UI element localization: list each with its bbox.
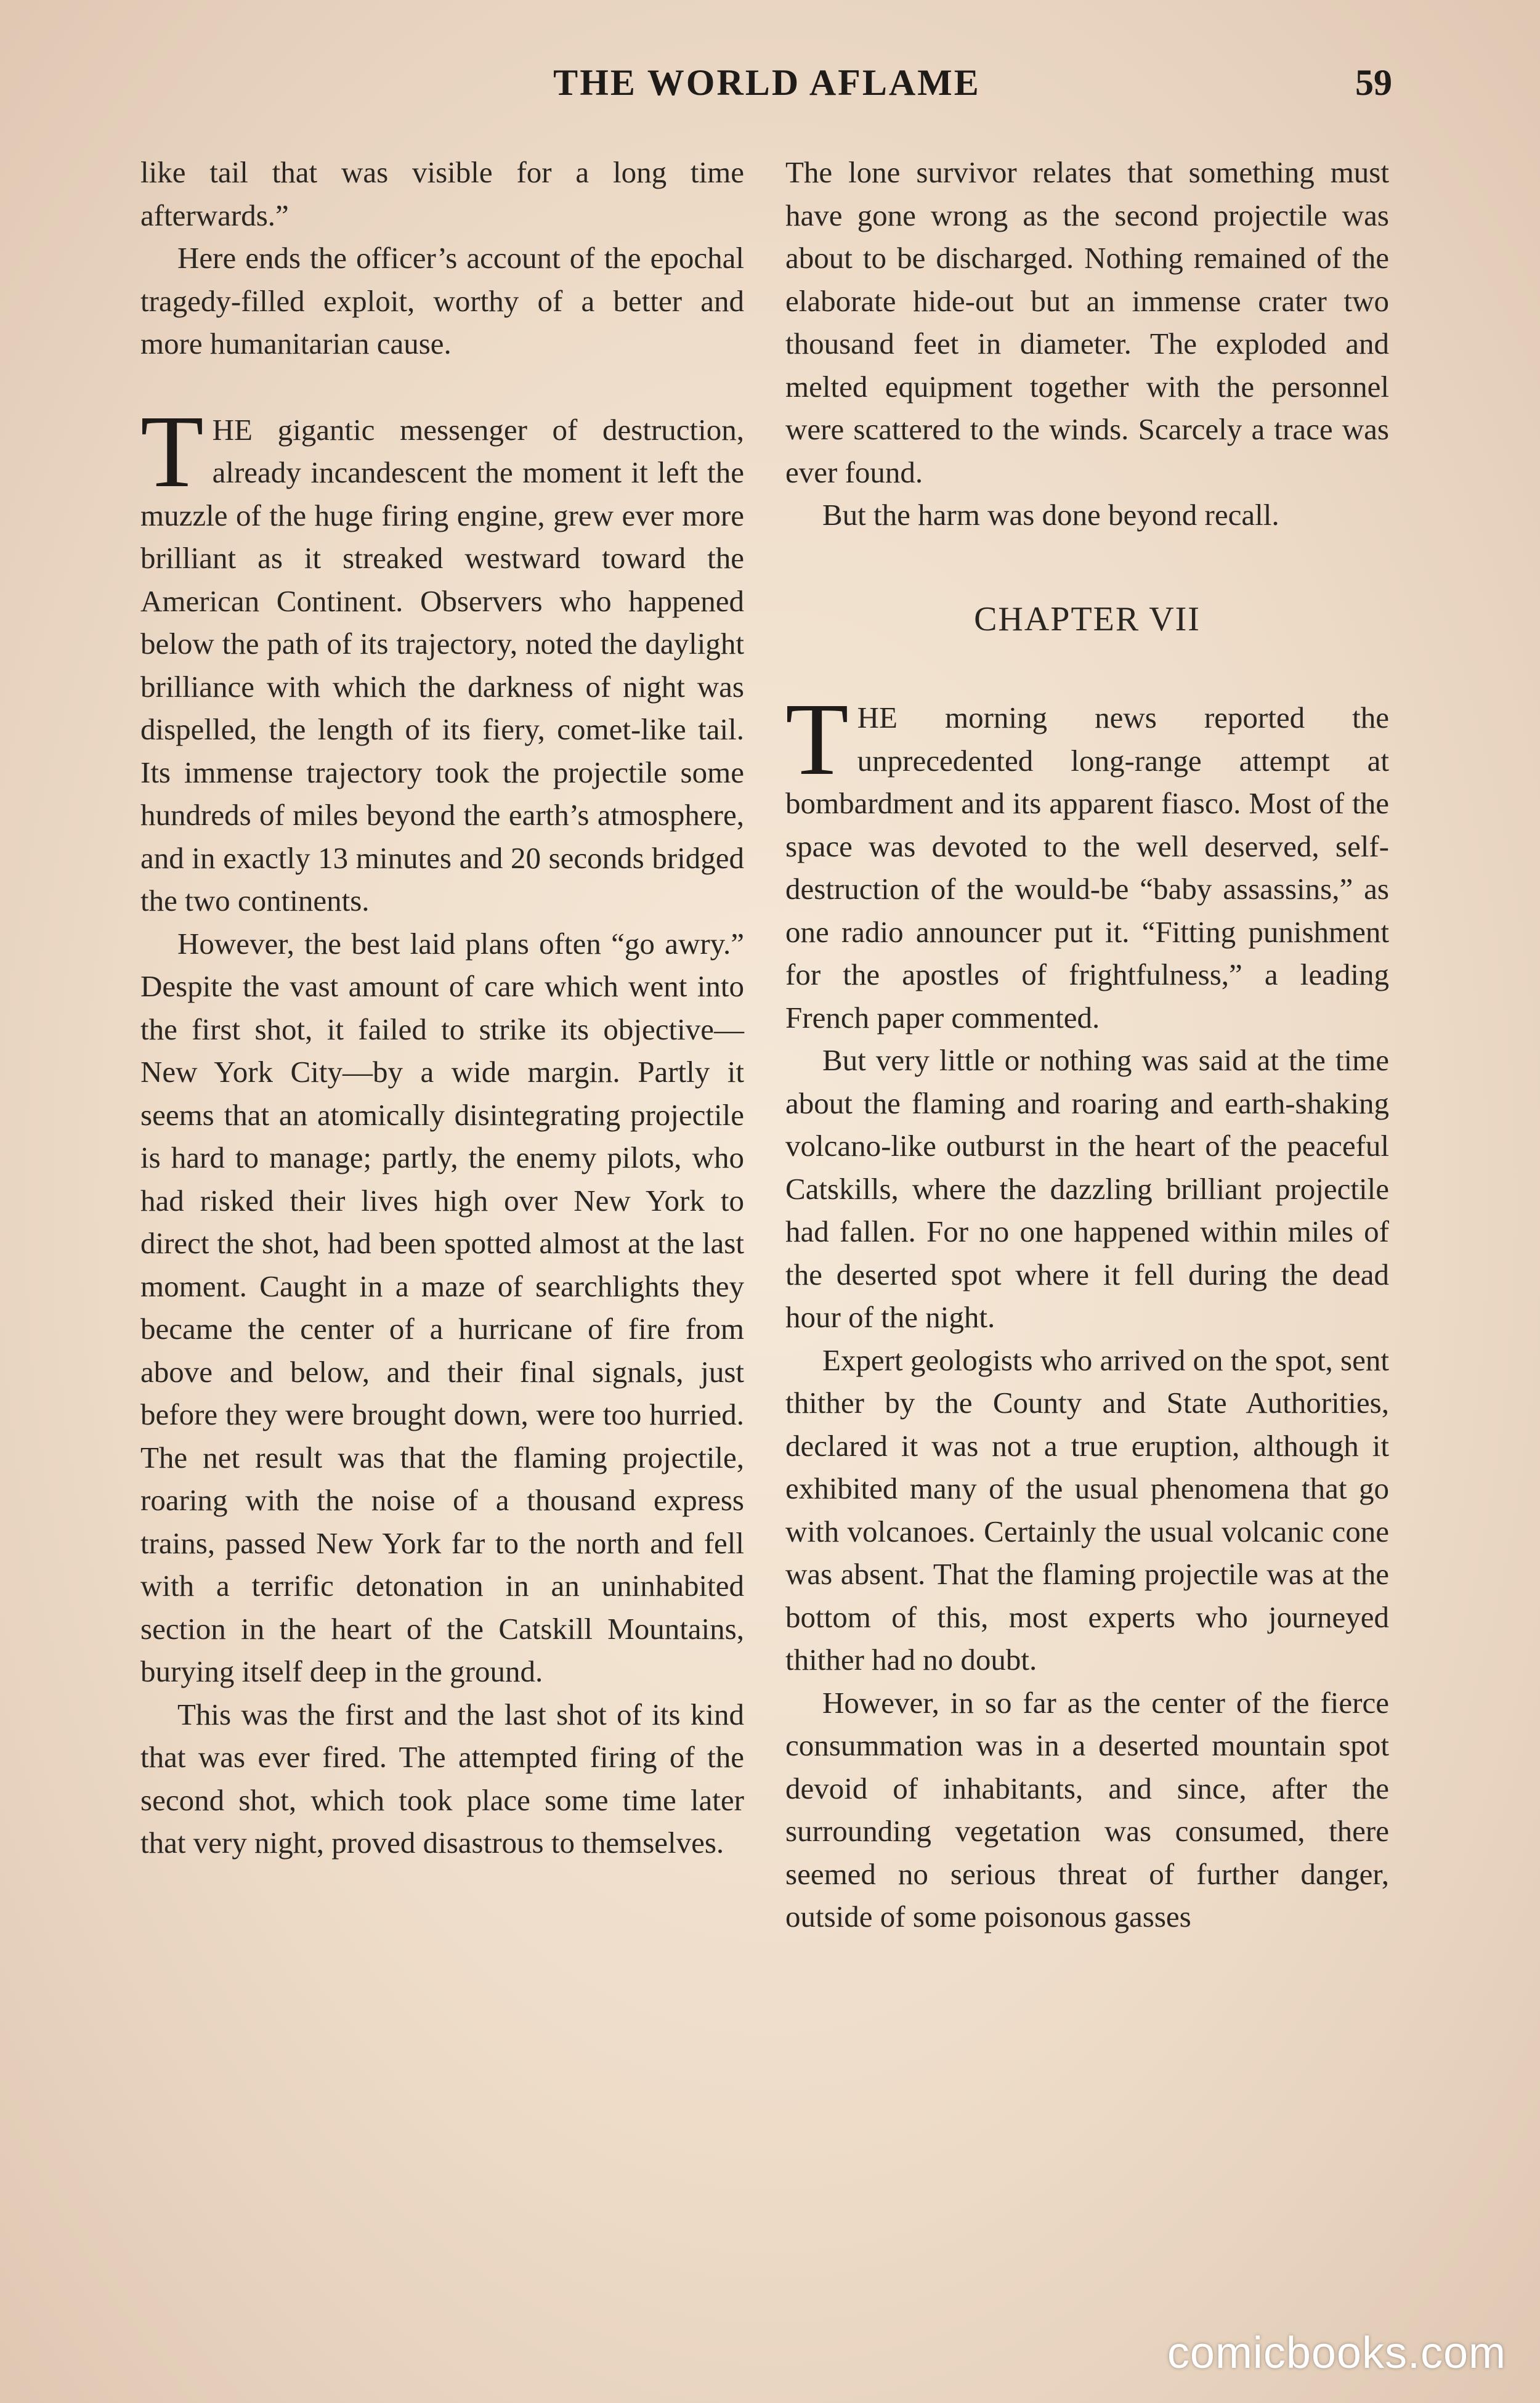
paragraph: The lone survivor relates that something must have gone wrong as the second projectile was about to be discharged. Nothing remained of the elaborate hide-out but an immense crater two thousand feet in diameter. The exploded and melted equipment together with the personnel were scattered to the winds. Scarcely a trace was ever found. (785, 155, 1389, 489)
paragraph: But the harm was done beyond recall. (822, 498, 1279, 532)
paragraph: However, in so far as the center of the fierce consummation was in a deserted mountain spot devoid of inhabitants, and since, after the surrounding vegetation was consumed, there seemed no serious threat of further danger, outside of some poisonous gasses (785, 1685, 1389, 1933)
page-number: 59 (1355, 62, 1392, 103)
site-watermark: comicbooks.com (1167, 2328, 1506, 2378)
paragraph-text: HE gigantic messenger of destruction, already incandescent the moment it left the muzzle of the huge firing engine, grew ever more brilliant as it streaked westward toward the American Continent. Observers who happened below the path of its trajectory, noted the daylight brilliance with which the darkness of night was dispelled, the length of its fiery, comet-like tail. Its immense trajectory took the projectile some hundreds of miles beyond the earth’s atmosphere, and in exactly 13 minutes and 20 seconds bridged the two continents. (140, 412, 744, 917)
right-column (785, 151, 1389, 1938)
paragraph: This was the first and the last shot of its kind that was ever fired. The attempted firing of the second shot, which took place some time later that very night, proved disastrous to themselves. (140, 1697, 744, 1860)
left-column (140, 151, 744, 1864)
paragraph: like tail that was visible for a long time afterwards.” (140, 155, 744, 232)
paragraph: But very little or nothing was said at the time about the flaming and roaring and earth-shaking volcano-like outburst in the heart of the peaceful Catskills, where the dazzling brilliant projectile had fallen. For no one happened within miles of the deserted spot where it fell during the dead hour of the night. (785, 1043, 1389, 1334)
paragraph: Here ends the officer’s account of the epochal tragedy-filled exploit, worthy of a better and more humanitarian cause. (140, 241, 744, 360)
paragraph: Expert geologists who arrived on the spot, sent thither by the County and State Authorities, declared it was not a true eruption, although it exhibited many of the usual phenomena that go with volcanoes. Certainly the usual volcanic cone was absent. That the flaming projectile was at the bottom of this, most experts who journeyed thither had no doubt. (785, 1343, 1389, 1677)
running-title: THE WORLD AFLAME (553, 62, 981, 103)
drop-cap: T (785, 682, 849, 797)
paragraph-with-dropcap (140, 394, 744, 922)
page-header (142, 62, 1392, 123)
paragraph-with-dropcap (785, 682, 1389, 1039)
paragraph-text: HE morning news reported the unprecedented long-range attempt at bombardment and its apparent fiasco. Most of the space was devoted to the well deserved, self-destruction of the would-be “baby assassins,” as one radio announcer put it. “Fitting punishment for the apostles of frightfulness,” a leading French paper commented. (785, 701, 1389, 1035)
drop-cap: T (140, 394, 204, 509)
chapter-heading: CHAPTER VII (974, 600, 1201, 638)
paragraph: However, the best laid plans often “go awry.” Despite the vast amount of care which went into the first shot, it failed to strike its objective—New York City—by a wide margin. Partly it seems that an atomically disintegrating projectile is hard to manage; partly, the enemy pilots, who had risked their lives high over New York to direct the shot, had been spotted almost at the last moment. Caught in a maze of searchlights they became the center of a hurricane of fire from above and below, and their final signals, just before they were brought down, were too hurried. The net result was that the flaming projectile, roaring with the noise of a thousand express trains, passed New York far to the north and fell with a terrific detonation in an uninhabited section in the heart of the Catskill Mountains, burying itself deep in the ground. (140, 926, 744, 1688)
